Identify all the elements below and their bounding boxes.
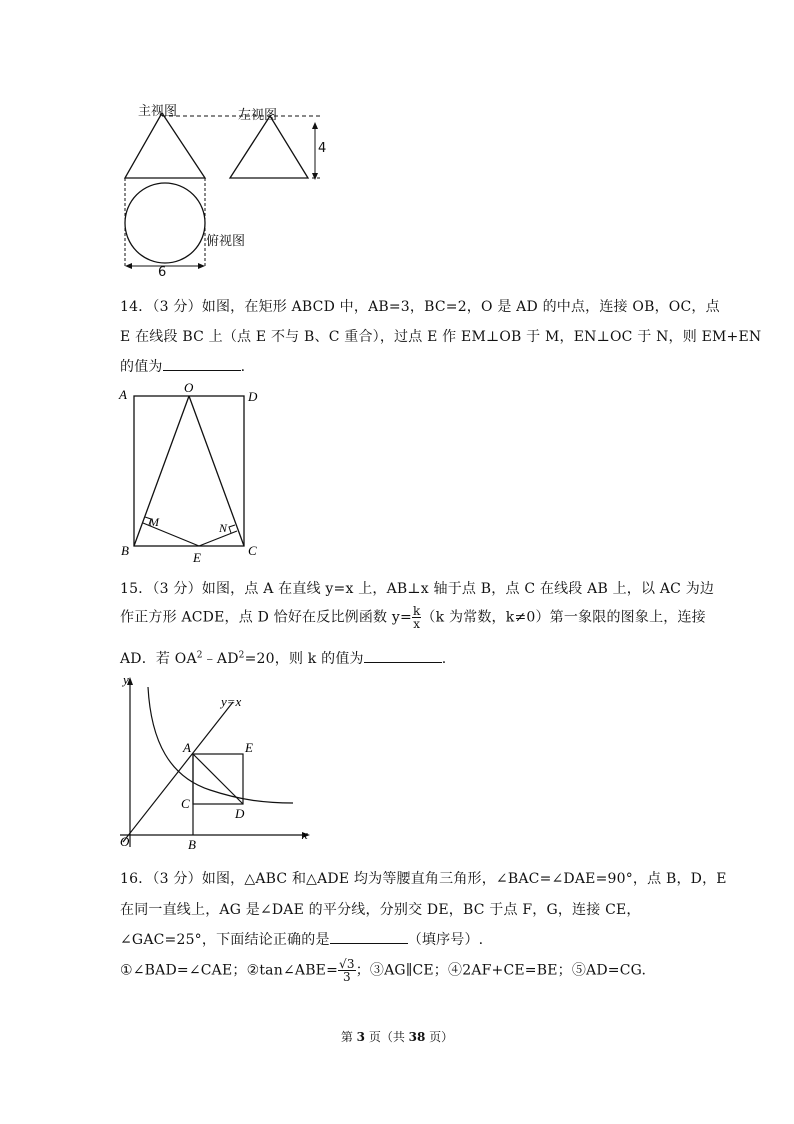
axis-y-label: y bbox=[123, 672, 129, 687]
q14-line3 bbox=[120, 356, 245, 376]
left-view-label: 左视图 bbox=[238, 108, 278, 123]
q15-line2-b: （k 为常数，k≠0）第一象限的图象上，连接 bbox=[421, 609, 706, 626]
label-E: E bbox=[245, 740, 253, 755]
q16-options bbox=[120, 958, 646, 983]
axis-x-label: x bbox=[302, 827, 308, 842]
q16-opt-b: ；③AG∥CE；④2AF+CE=BE；⑤AD=CG. bbox=[355, 962, 647, 979]
height-label: 4 bbox=[318, 141, 327, 156]
footer-total: 38 bbox=[408, 1030, 426, 1044]
q15-line2-a: 作正方形 ACDE，点 D 恰好在反比例函数 y= bbox=[120, 609, 412, 626]
label-C: C bbox=[248, 543, 257, 558]
three-view-figure bbox=[110, 98, 350, 283]
label-E: E bbox=[193, 550, 201, 565]
q14-line2: E 在线段 BC 上（点 E 不与 B、C 重合），过点 E 作 EM⊥OB 于 M，EN⊥OC 于 N，则 EM+EN bbox=[120, 329, 762, 345]
page-footer bbox=[0, 1028, 794, 1045]
label-N: N bbox=[219, 521, 228, 535]
q16-line1: 16．（3 分）如图，△ABC 和△ADE 均为等腰直角三角形，∠BAC=∠DAE=90°，点 B，D，E bbox=[120, 871, 727, 887]
front-view-triangle bbox=[125, 113, 205, 178]
width-label: 6 bbox=[158, 265, 167, 280]
q15-coordinate-figure bbox=[115, 672, 315, 852]
q16-line3-suffix: （填序号）. bbox=[407, 932, 484, 948]
q16-frac-num: √3 bbox=[339, 957, 355, 971]
q15-frac-den: x bbox=[413, 617, 421, 631]
q16-answer-blank[interactable] bbox=[330, 931, 408, 944]
left-view-triangle bbox=[230, 116, 308, 178]
q14-line3-suffix: . bbox=[240, 359, 246, 375]
q14-line3-prefix: 的值为 bbox=[120, 359, 163, 375]
q16-opt-a: ①∠BAD=∠CAE；②tan∠ABE= bbox=[120, 962, 339, 979]
q16-frac-den: 3 bbox=[342, 970, 351, 984]
top-view-circle bbox=[125, 183, 205, 263]
q15-answer-blank[interactable] bbox=[364, 650, 442, 663]
q15-line3-a: AD．若 OA bbox=[120, 651, 197, 667]
top-view-label: 俯视图 bbox=[206, 234, 246, 249]
line-yx-label: y=x bbox=[221, 694, 242, 709]
q15-line2 bbox=[120, 605, 706, 630]
footer-middle: 页（共 bbox=[365, 1030, 409, 1044]
label-D: D bbox=[248, 389, 258, 404]
q14-rectangle-figure bbox=[115, 380, 270, 565]
q15-line3-d: . bbox=[441, 651, 447, 667]
q15-sup2: 2 bbox=[238, 650, 245, 661]
q15-line3 bbox=[120, 648, 446, 668]
label-M: M bbox=[149, 515, 159, 529]
q15-line3-b: ﹣AD bbox=[202, 651, 239, 667]
label-A: A bbox=[119, 387, 127, 402]
q16-line3 bbox=[120, 929, 483, 949]
q14-line1: 14．（3 分）如图，在矩形 ABCD 中，AB=3，BC=2，O 是 AD 的中点，连接 OB，OC，点 bbox=[120, 299, 720, 315]
q15-frac-num: k bbox=[412, 604, 421, 618]
label-O: O bbox=[120, 834, 130, 849]
footer-prefix: 第 bbox=[340, 1030, 357, 1044]
q15-sup1: 2 bbox=[196, 650, 203, 661]
front-view-label: 主视图 bbox=[138, 104, 178, 119]
footer-page: 3 bbox=[356, 1030, 365, 1044]
label-B: B bbox=[121, 543, 129, 558]
q16-line2: 在同一直线上，AG 是∠DAE 的平分线，分别交 DE，BC 于点 F，G，连接 CE， bbox=[120, 902, 641, 918]
q14-answer-blank[interactable] bbox=[163, 358, 241, 371]
q15-fraction-k-over-x bbox=[412, 605, 421, 630]
label-B: B bbox=[188, 837, 196, 852]
q16-line3-prefix: ∠GAC=25°，下面结论正确的是 bbox=[120, 932, 330, 948]
q15-line3-c: =20，则 k 的值为 bbox=[244, 651, 364, 667]
q15-line1: 15．（3 分）如图，点 A 在直线 y=x 上，AB⊥x 轴于点 B，点 C 在线段 AB 上，以 AC 为边 bbox=[120, 581, 715, 597]
label-C: C bbox=[181, 796, 190, 811]
label-O: O bbox=[184, 380, 194, 395]
label-A: A bbox=[183, 740, 191, 755]
label-D: D bbox=[235, 806, 245, 821]
footer-suffix: 页） bbox=[425, 1030, 454, 1044]
q16-fraction-sqrt3-over-3 bbox=[338, 958, 356, 983]
